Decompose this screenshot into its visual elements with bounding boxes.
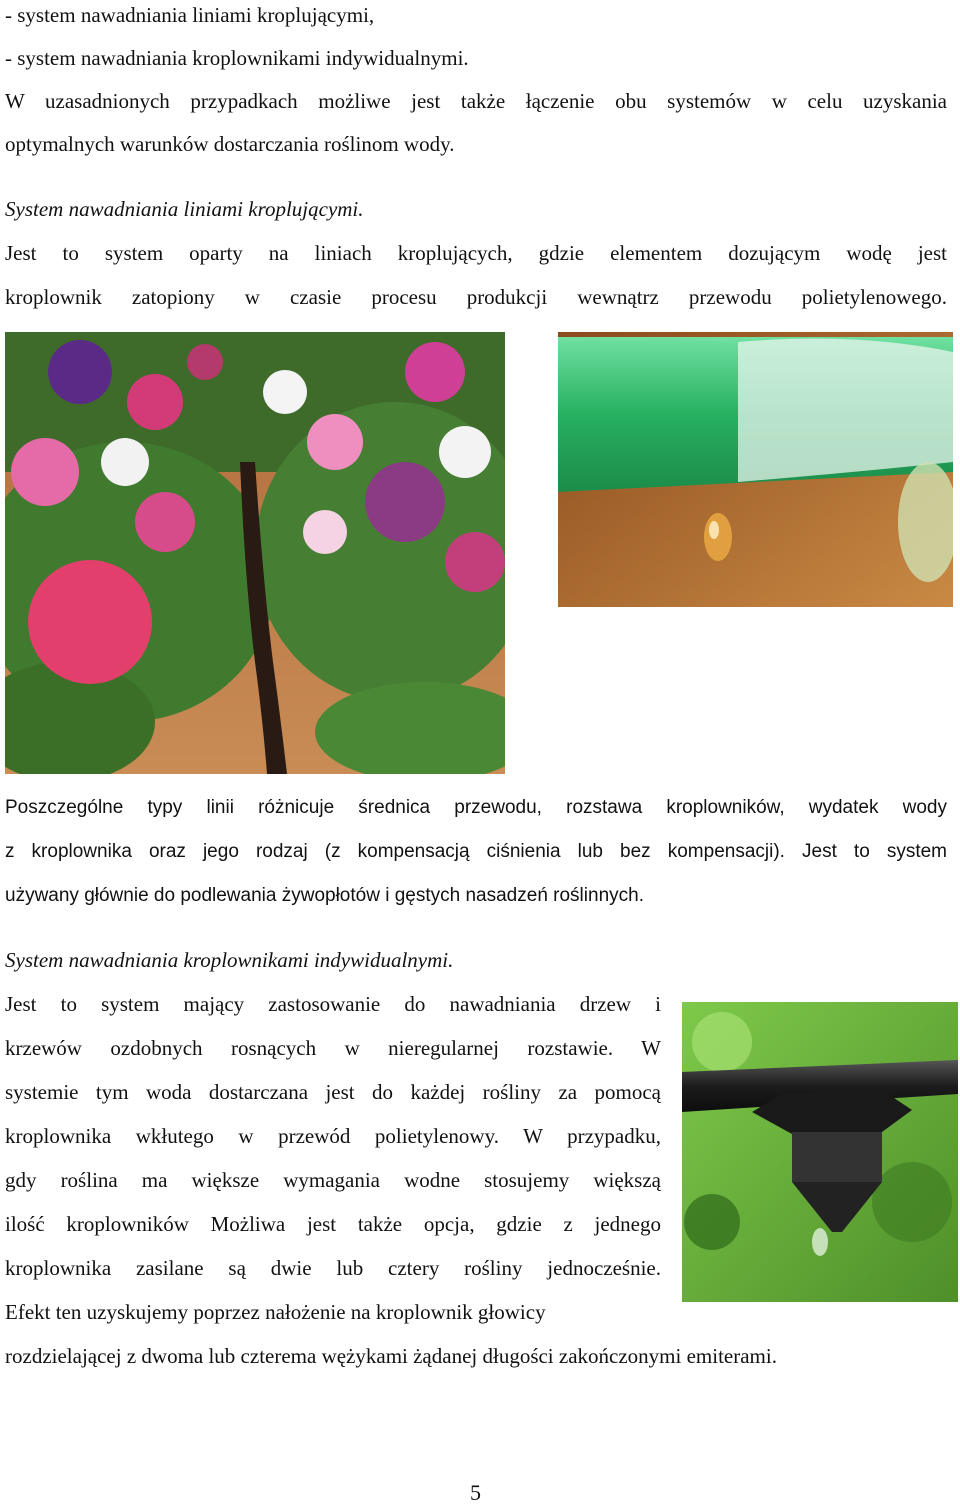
section2-line-5: gdy roślina ma większe wymagania wodne stosujemy większą	[5, 1168, 661, 1192]
section1-line-2: kroplownik zatopiony w czasie procesu produkcji wewnątrz przewodu polietylenowego.	[5, 285, 947, 309]
intro-line-4: optymalnych warunków dostarczania roślinom wody.	[5, 132, 455, 156]
section1-line-1: Jest to system oparty na liniach kroplujących, gdzie elementem dozującym wodę jest	[5, 241, 947, 265]
intro-line-2: - system nawadniania kroplownikami indywidualnymi.	[5, 46, 469, 70]
section1-after-line-3: używany głównie do podlewania żywopłotów i gęstych nasadzeń roślinnych.	[5, 885, 644, 906]
section1-after-line-2: z kroplownika oraz jego rodzaj (z kompensacją ciśnienia lub bez kompensacji). Jest to system	[5, 841, 947, 862]
page-number: 5	[470, 1480, 481, 1505]
section2-heading: System nawadniania kroplownikami indywidualnymi.	[5, 948, 454, 972]
section1-after-line-1: Poszczególne typy linii różnicuje średnica przewodu, rozstawa kroplowników, wydatek wody	[5, 797, 947, 818]
section2-line-8: Efekt ten uzyskujemy poprzez nałożenie na kroplownik głowicy	[5, 1300, 546, 1324]
section2-line-7: kroplownika zasilane są dwie lub cztery rośliny jednocześnie.	[5, 1256, 661, 1280]
section1-heading: System nawadniania liniami kroplującymi.	[5, 197, 364, 221]
flowers-drip-line-photo	[5, 332, 505, 774]
section2-line-9: rozdzielającej z dwoma lub czterema wężykami żądanej długości zakończonymi emiterami.	[5, 1344, 777, 1368]
section2-line-3: systemie tym woda dostarczana jest do każdej rośliny za pomocą	[5, 1080, 661, 1104]
section2-line-2: krzewów ozdobnych rosnących w nieregularnej rozstawie. W	[5, 1036, 661, 1060]
section2-line-1: Jest to system mający zastosowanie do nawadniania drzew i	[5, 992, 661, 1016]
section2-line-6: ilość kroplowników Możliwa jest także opcja, gdzie z jednego	[5, 1212, 661, 1236]
intro-line-3: W uzasadnionych przypadkach możliwe jest także łączenie obu systemów w celu uzyskania	[5, 89, 947, 113]
individual-emitter-photo	[682, 1002, 958, 1302]
section2-line-4: kroplownika wkłutego w przewód polietylenowy. W przypadku,	[5, 1124, 661, 1148]
intro-line-1: - system nawadniania liniami kroplującymi,	[5, 3, 375, 27]
drip-line-closeup-photo	[558, 332, 953, 607]
